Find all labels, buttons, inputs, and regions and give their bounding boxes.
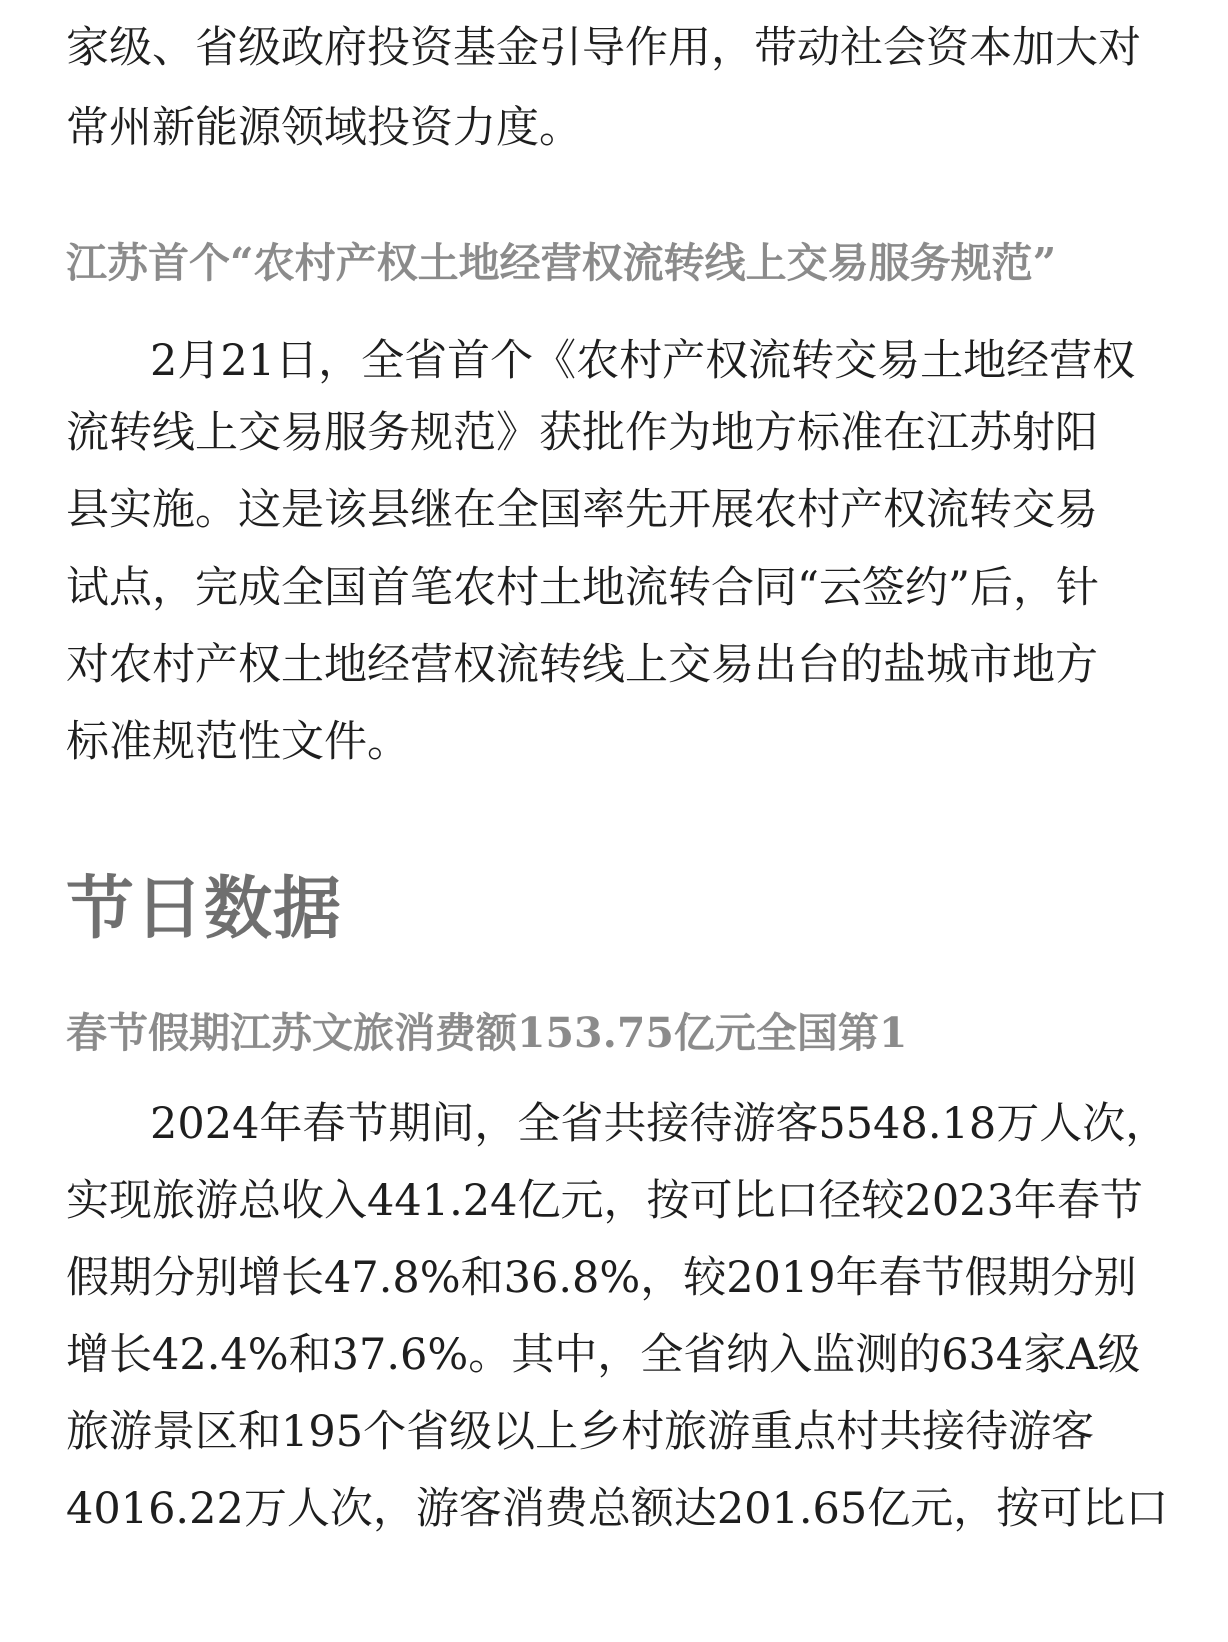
article-1-line-6: 标准规范性文件。 [66, 717, 410, 767]
article-1-line-4: 试点，完成全国首笔农村土地流转合同“云签约”后，针 [66, 563, 1099, 613]
intro-line-1: 家级、省级政府投资基金引导作用，带动社会资本加大对 [66, 23, 1141, 73]
article-1-heading: 江苏首个“农村产权土地经营权流转线上交易服务规范” [66, 239, 1057, 287]
article-1-line-3: 县实施。这是该县继在全国率先开展农村产权流转交易 [66, 485, 1098, 535]
article-2-line-3: 假期分别增长47.8%和36.8%，较2019年春节假期分别 [66, 1253, 1137, 1303]
article-1-line-1: 2月21日，全省首个《农村产权流转交易土地经营权 [150, 336, 1136, 386]
article-2-line-1: 2024年春节期间，全省共接待游客5548.18万人次， [150, 1099, 1169, 1149]
article-2-line-4: 增长42.4%和37.6%。其中，全省纳入监测的634家A级 [66, 1330, 1141, 1380]
article-2-line-2: 实现旅游总收入441.24亿元，按可比口径较2023年春节 [66, 1176, 1143, 1226]
article-2-line-6: 4016.22万人次，游客消费总额达201.65亿元，按可比口 [66, 1484, 1169, 1534]
article-1-line-5: 对农村产权土地经营权流转线上交易出台的盐城市地方 [66, 640, 1098, 690]
intro-line-2: 常州新能源领域投资力度。 [66, 103, 582, 153]
article-2-line-5: 旅游景区和195个省级以上乡村旅游重点村共接待游客 [66, 1407, 1095, 1457]
article-2-heading: 春节假期江苏文旅消费额153.75亿元全国第1 [66, 1009, 908, 1057]
article-1-line-2: 流转线上交易服务规范》获批作为地方标准在江苏射阳 [66, 408, 1098, 458]
section-title: 节日数据 [66, 870, 343, 949]
